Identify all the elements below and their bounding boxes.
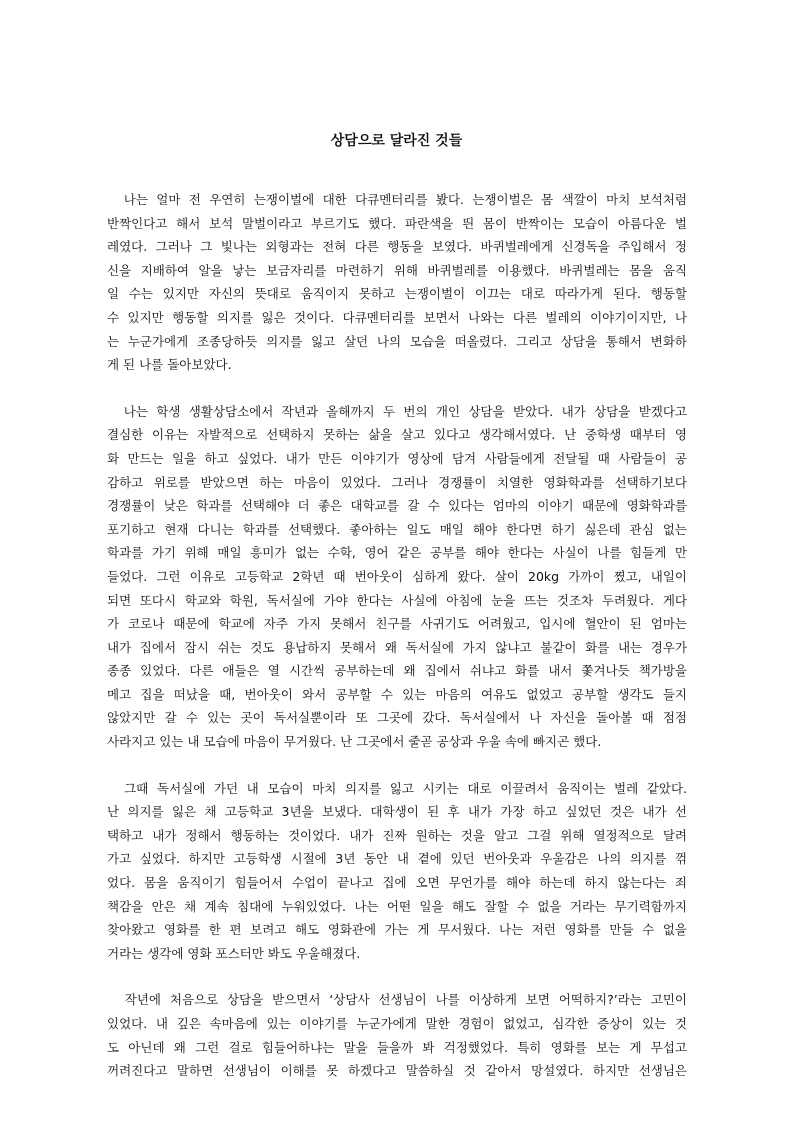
paragraph-gap	[107, 965, 687, 988]
text-line: 학과를 가기 위해 매일 흥미가 없는 수학, 영어 같은 공부를 해야 한다는 사실이 나를 힘들게 만	[107, 545, 687, 561]
text-line: 내가 집에서 잠시 쉬는 것도 용납하지 못해서 왜 독서실에 가지 않냐고 불같이 화를 내는 경우가	[107, 639, 687, 655]
text-line: 가고 싶었다. 하지만 고등학생 시절에 3년 동안 내 곁에 있던 번아웃과 우울감은 나의 의지를 꺾	[107, 851, 687, 867]
text-line: 책감을 안은 채 계속 침대에 누워있었다. 나는 어떤 일을 해도 잘할 수 없을 거라는 무기력함까지	[107, 898, 687, 914]
text-line: 게 된 나를 돌아보았다.	[107, 357, 232, 373]
text-line: 신을 지배하여 알을 낳는 보금자리를 마련하기 위해 바퀴벌레를 이용했다. 바퀴벌레는 몸을 움직	[107, 262, 687, 278]
text-line: 가 코로나 때문에 학교에 자주 가지 못해서 친구를 사귀기도 어려웠고, 입시에 혈안이 된 엄마는	[107, 616, 687, 632]
paragraph-gap	[107, 754, 687, 777]
text-line: 작년에 처음으로 상담을 받으면서 ‘상담사 선생님이 나를 이상하게 보면 어떡하지?’라는 고민이	[107, 992, 687, 1008]
paragraph-3	[107, 777, 687, 966]
text-line: 택하고 내가 정해서 행동하는 것이었다. 내가 진짜 원하는 것을 알고 그걸 위해 열정적으로 달려	[107, 827, 687, 843]
paragraph-2	[107, 400, 687, 754]
text-line: 찾아왔고 영화를 한 편 보려고 해도 영화관에 가는 게 무서웠다. 나는 저런 영화를 만들 수 없을	[107, 922, 687, 938]
text-line: 않았지만 갈 수 있는 곳이 독서실뿐이라 또 그곳에 갔다. 독서실에서 나 자신을 돌아볼 때 점점	[107, 710, 687, 726]
paragraph-4	[107, 988, 687, 1082]
text-line: 난 의지를 잃은 채 고등학교 3년을 보냈다. 대학생이 된 후 내가 가장 하고 싶었던 것은 내가 선	[107, 804, 687, 820]
text-line: 었다. 몸을 움직이기 힘들어서 수업이 끝나고 집에 오면 무언가를 해야 하는데 하지 않는다는 죄	[107, 875, 687, 891]
text-line: 레였다. 그러나 그 빛나는 외형과는 전혀 다른 행동을 보였다. 바퀴벌레에게 신경독을 주입해서 정	[107, 239, 687, 255]
text-line: 되면 또다시 학교와 학원, 독서실에 가야 한다는 사실에 아침에 눈을 뜨는 것조차 두려웠다. 게다	[107, 592, 687, 608]
text-line: 도 아닌데 왜 그런 걸로 힘들어하냐는 말을 들을까 봐 걱정했었다. 특히 영화를 보는 게 무섭고	[107, 1039, 687, 1055]
text-line: 메고 집을 떠났을 때, 번아웃이 와서 공부할 수 있는 마음의 여유도 없었고 공부할 생각도 들지	[107, 686, 687, 702]
text-line: 사라지고 있는 내 모습에 마음이 무거웠다. 난 그곳에서 줄곧 공상과 우울 속에 빠지곤 했다.	[107, 734, 602, 750]
text-line: 포기하고 현재 다니는 학과를 선택했다. 좋아하는 일도 매일 해야 한다면 하기 싫은데 관심 없는	[107, 521, 687, 537]
text-line: 결심한 이유는 자발적으로 선택하지 못하는 삶을 살고 있다고 생각해서였다. 난 중학생 때부터 영	[107, 427, 687, 443]
text-line: 반짝인다고 해서 보석 말벌이라고 부르기도 했다. 파란색을 띈 몸이 반짝이는 모습이 아름다운 벌	[107, 215, 687, 231]
text-line: 들었다. 그런 이유로 고등학교 2학년 때 번아웃이 심하게 왔다. 살이 20kg 가까이 쪘고, 내일이	[107, 568, 687, 584]
text-line: 는 누군가에게 조종당하듯 의지를 잃고 살던 나의 모습을 떠올렸다. 그리고 상담을 통해서 변화하	[107, 333, 687, 349]
text-line: 있었다. 내 깊은 속마음에 있는 이야기를 누군가에게 말한 경험이 없었고, 심각한 증상이 있는 것	[107, 1016, 687, 1031]
text-line: 나는 얼마 전 우연히 는쟁이벌에 대한 다큐멘터리를 봤다. 는쟁이벌은 몸 색깔이 마치 보석처럼	[107, 192, 687, 207]
document-title: 상담으로 달라진 것들	[330, 133, 463, 149]
text-line: 나는 학생 생활상담소에서 작년과 올해까지 두 번의 개인 상담을 받았다. 내가 상담을 받겠다고	[107, 403, 687, 419]
text-line: 수 있지만 행동할 의지를 잃은 것이다. 다큐멘터리를 보면서 나와는 다른 벌레의 이야기이지만, 나	[107, 309, 687, 325]
text-line: 화 만드는 일을 하고 싶었다. 내가 만든 이야기가 영상에 담겨 사람들에게 전달될 때 사람들이 공	[107, 450, 687, 466]
text-line: 경쟁률이 낮은 학과를 선택해야 더 좋은 대학교를 갈 수 있다는 엄마의 이야기 때문에 영화학과를	[107, 498, 687, 514]
text-line: 거라는 생각에 영화 포스터만 봐도 우울해졌다.	[107, 945, 361, 961]
text-line: 종종 있었다. 다른 애들은 열 시간씩 공부하는데 왜 집에서 쉬냐고 화를 내서 쫓겨나듯 책가방을	[107, 663, 687, 679]
text-line: 꺼려진다고 말하면 선생님이 이해를 못 하겠다고 말씀하실 것 같아서 망설였다. 하지만 선생님은	[107, 1063, 687, 1079]
document-body	[107, 188, 687, 1083]
text-line: 감하고 위로를 받았으면 하는 마음이 있었다. 그러나 경쟁률이 치열한 영화학과를 선택하기보다	[107, 474, 687, 490]
paragraph-gap	[107, 377, 687, 400]
text-line: 일 수는 있지만 자신의 뜻대로 움직이지 못하고 는쟁이벌이 이끄는 대로 따라가게 된다. 행동할	[107, 286, 687, 302]
paragraph-1	[107, 188, 687, 377]
text-line: 그때 독서실에 가던 내 모습이 마치 의지를 잃고 시키는 대로 이끌려서 움직이는 벌레 같았다.	[107, 780, 687, 796]
